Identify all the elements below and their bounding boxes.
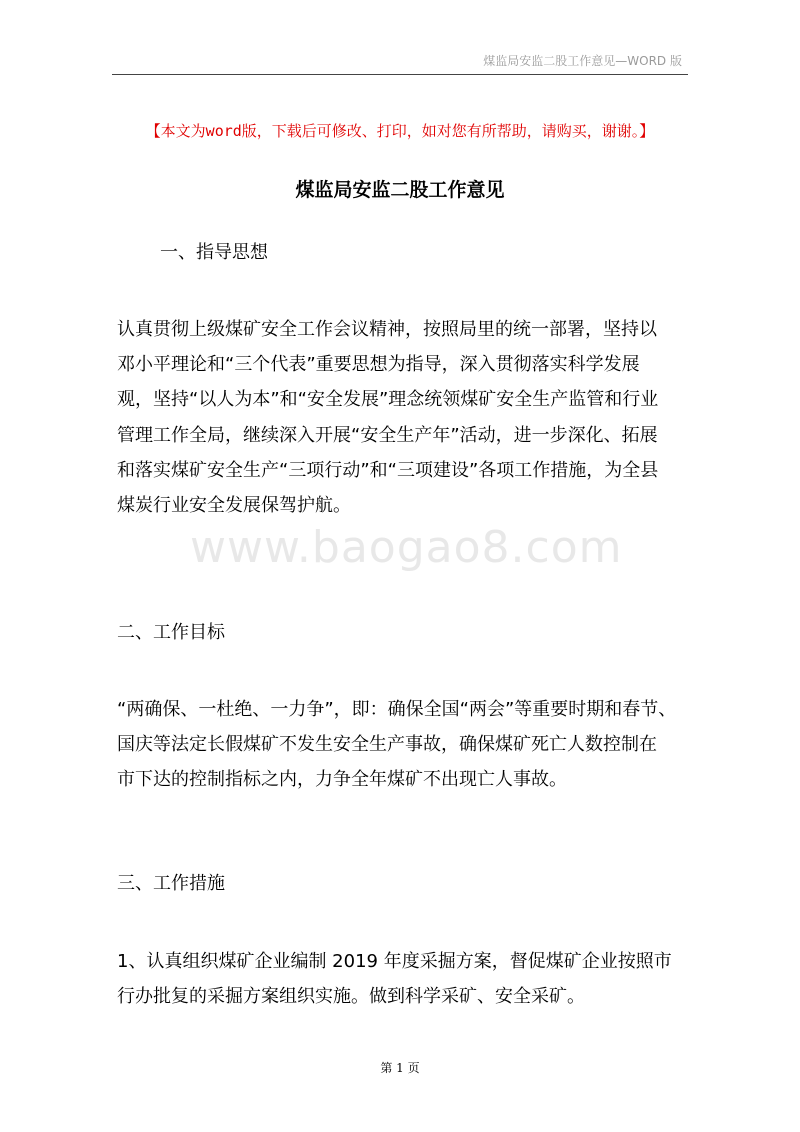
section-body-work-goals	[117, 692, 685, 798]
body-line: 煤炭行业安全发展保驾护航。	[117, 495, 351, 517]
body-line: 国庆等法定长假煤矿不发生安全生产事故，确保煤矿死亡人数控制在	[117, 734, 657, 756]
header-divider	[112, 74, 688, 75]
running-header: 煤监局安监二股工作意见—WORD 版	[483, 54, 682, 68]
body-line: 行办批复的采掘方案组织实施。做到科学采矿、安全采矿。	[117, 986, 585, 1008]
section-heading-work-measures: 三、工作措施	[117, 873, 225, 894]
page-number: 1	[396, 1061, 404, 1075]
body-line: 管理工作全局，继续深入开展“安全生产年”活动，进一步深化、拓展	[117, 424, 658, 446]
body-line: “两确保、一杜绝、一力争”，即：确保全国“两会”等重要时期和春节、	[117, 699, 677, 720]
page-footer	[0, 1059, 800, 1076]
body-line: 观，坚持“以人为本”和“安全发展”理念统领煤矿安全生产监管和行业	[117, 389, 659, 411]
body-line: 市下达的控制指标之内，力争全年煤矿不出现亡人事故。	[117, 769, 567, 791]
document-title: 煤监局安监二股工作意见	[295, 179, 505, 201]
section-body-work-measures	[117, 944, 685, 1014]
body-line: 认真贯彻上级煤矿安全工作会议精神，按照局里的统一部署，坚持以	[117, 319, 657, 340]
page-suffix: 页	[407, 1061, 420, 1075]
purchase-notice: 【本文为word版，下载后可修改、打印，如对您有所帮助，请购买，谢谢。】	[145, 122, 655, 140]
section-heading-work-goals: 二、工作目标	[117, 622, 225, 643]
page-prefix: 第	[380, 1061, 393, 1075]
body-line: 邓小平理论和“三个代表”重要思想为指导，深入贯彻落实科学发展	[117, 354, 640, 376]
section-heading-guiding-ideology: 一、指导思想	[160, 242, 268, 263]
body-line: 和落实煤矿安全生产“三项行动”和“三项建设”各项工作措施，为全县	[117, 459, 659, 481]
body-line: 1、认真组织煤矿企业编制 2019 年度采掘方案，督促煤矿企业按照市	[117, 951, 672, 972]
section-body-guiding-ideology	[117, 312, 685, 523]
watermark: www.baogao8.com	[190, 522, 623, 573]
